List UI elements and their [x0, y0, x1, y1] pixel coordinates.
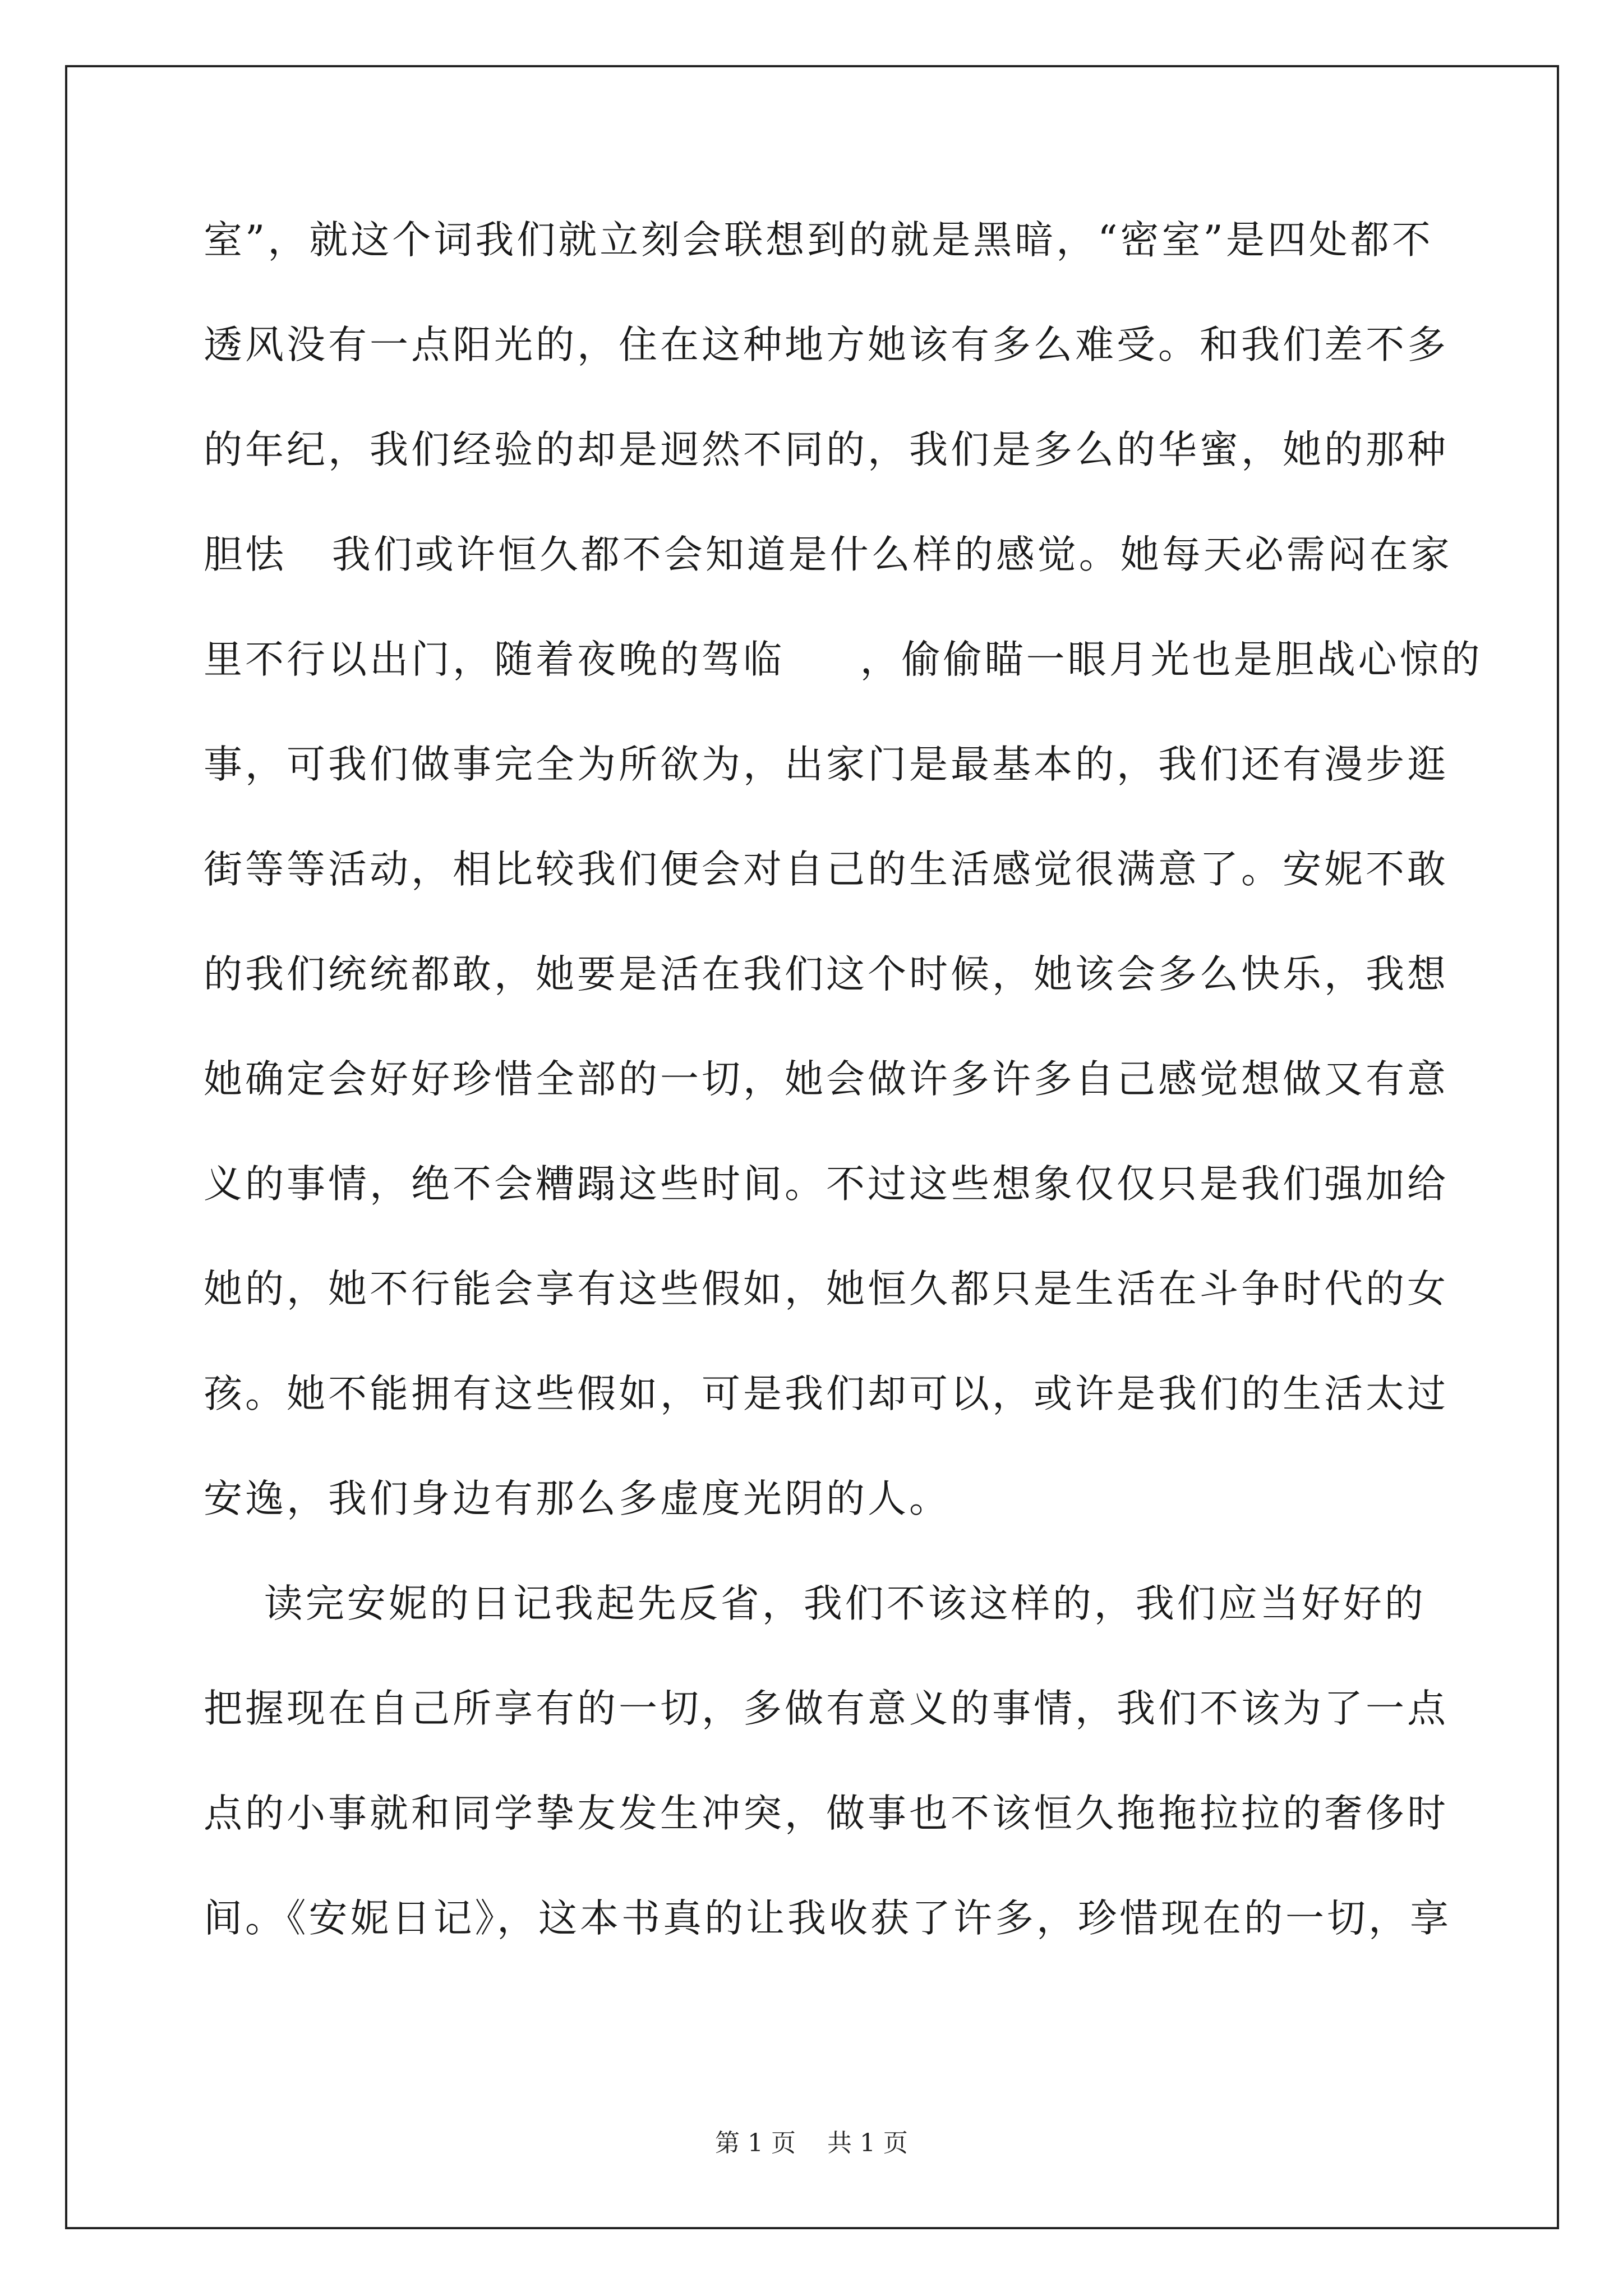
text-line: 孩。她不能拥有这些假如，可是我们却可以，或许是我们的生活太过 [204, 1372, 1449, 1416]
text-line: 胆怯 我们或许恒久都不会知道是什么样的感觉。她每天必需闷在家 [204, 532, 1453, 577]
text-line: 她确定会好好珍惜全部的一切，她会做许多许多自己感觉想做又有意 [204, 1057, 1449, 1102]
text-line: 里不行以出门，随着夜晚的驾临 ，偷偷瞄一眼月光也是胆战心惊的 [204, 637, 1483, 682]
page-footer: 第 1 页 共 1 页 [715, 2129, 908, 2157]
text-line: 的我们统统都敢，她要是活在我们这个时候，她该会多么快乐，我想 [204, 952, 1449, 997]
text-line: 读完安妮的日记我起先反省，我们不该这样的，我们应当好好的 [204, 1581, 1426, 1626]
text-line: 的年纪，我们经验的却是迥然不同的，我们是多么的华蜜，她的那种 [204, 427, 1449, 472]
text-line: 安逸，我们身边有那么多虚度光阴的人。 [204, 1476, 951, 1521]
text-line: 把握现在自己所享有的一切，多做有意义的事情，我们不该为了一点 [204, 1686, 1449, 1731]
text-line: 室”，就这个词我们就立刻会联想到的就是黑暗，“密室”是四处都不 [204, 218, 1433, 263]
text-line: 义的事情，绝不会糟蹋这些时间。不过这些想象仅仅只是我们强加给 [204, 1162, 1449, 1207]
text-line: 她的，她不行能会享有这些假如，她恒久都只是生活在斗争时代的女 [204, 1267, 1449, 1312]
text-line: 间。《安妮日记》，这本书真的让我收获了许多，珍惜现在的一切，享 [204, 1896, 1451, 1941]
text-line: 街等等活动，相比较我们便会对自己的生活感觉很满意了。安妮不敢 [204, 847, 1449, 892]
text-line: 点的小事就和同学挚友发生冲突，做事也不该恒久拖拖拉拉的奢侈时 [204, 1791, 1449, 1836]
text-line: 事，可我们做事完全为所欲为，出家门是最基本的，我们还有漫步逛 [204, 742, 1449, 787]
document-body [204, 218, 1483, 2001]
text-line: 透风没有一点阳光的，住在这种地方她该有多么难受。和我们差不多 [204, 323, 1449, 367]
